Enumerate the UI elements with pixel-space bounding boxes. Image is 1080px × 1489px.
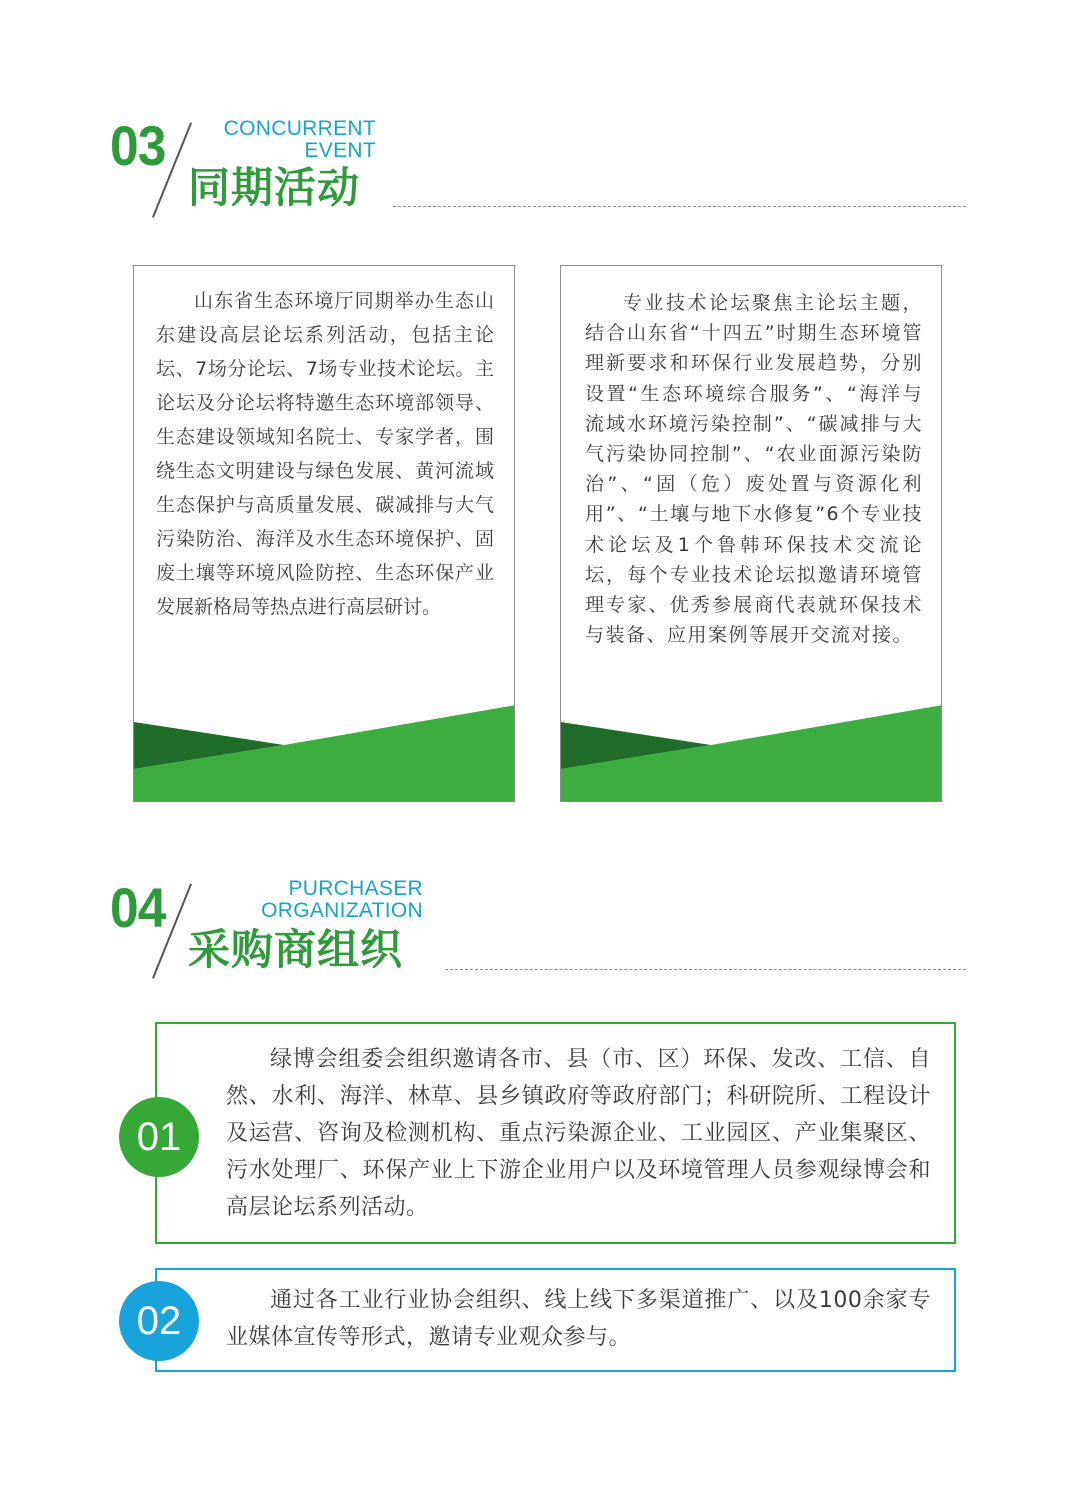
heading-dashed-rule xyxy=(445,969,966,970)
event-card-left-text: 山东省生态环境厅同期举办生态山东建设高层论坛系列活动，包括主论坛、7场分论坛、7场专业技术论坛。主论坛及分论坛将特邀生态环境部领导、生态建设领域知名院士、专家学者，围绕生态文明建设与绿色发展、黄河流域生态保护与高质量发展、碳减排与大气污染防治、海洋及水生态环境保护、固废土壤等环境风险防控、生态环保产业发展新格局等热点进行高层研讨。 xyxy=(156,290,494,618)
section-title-en xyxy=(190,118,376,162)
event-card-right xyxy=(560,265,942,802)
event-card-left xyxy=(133,265,515,802)
section-title-en xyxy=(230,878,423,922)
item-badge-02: 02 xyxy=(119,1281,199,1361)
card-green-wave xyxy=(561,705,942,801)
section-title-cn: 同期活动 xyxy=(188,163,361,212)
purchaser-item-1-text: 绿博会组委会组织邀请各市、县（市、区）环保、发改、工信、自然、水利、海洋、林草、县乡镇政府等政府部门；科研院所、工程设计及运营、咨询及检测机构、重点污染源企业、工业园区、产业集聚区、污水处理厂、环保产业上下游企业用户以及环境管理人员参观绿博会和高层论坛系列活动。 xyxy=(226,1047,931,1220)
card-green-wave xyxy=(134,705,515,801)
event-card-right-text: 专业技术论坛聚焦主论坛主题，结合山东省“十四五”时期生态环境管理新要求和环保行业发展趋势，分别设置“生态环境综合服务”、“海洋与流域水环境污染控制”、“碳减排与大气污染协同控制”、“农业面源污染防治”、“固（危）废处置与资源化利用”、“土壤与地下水修复”6个专业技术论坛及1个鲁韩环保技术交流论坛，每个专业技术论坛拟邀请环境管理专家、优秀参展商代表就环保技术与装备、应用案例等展开交流对接。 xyxy=(585,292,923,647)
item-badge-01: 01 xyxy=(119,1097,199,1177)
section-title-en-line2: EVENT xyxy=(304,139,376,162)
heading-dashed-rule xyxy=(393,206,966,207)
purchaser-item-2-text: 通过各工业行业协会组织、线上线下多渠道推广、以及100余家专业媒体宣传等形式，邀请专业观众参与。 xyxy=(226,1288,931,1350)
section-number-03: 03 xyxy=(110,114,166,177)
section-title-en-line1: PURCHASER xyxy=(288,877,423,900)
section-title-cn: 采购商组织 xyxy=(188,925,404,974)
section-title-en-line1: CONCURRENT xyxy=(223,117,376,140)
section-number-04: 04 xyxy=(110,876,166,939)
section-title-en-line2: ORGANIZATION xyxy=(261,899,423,922)
